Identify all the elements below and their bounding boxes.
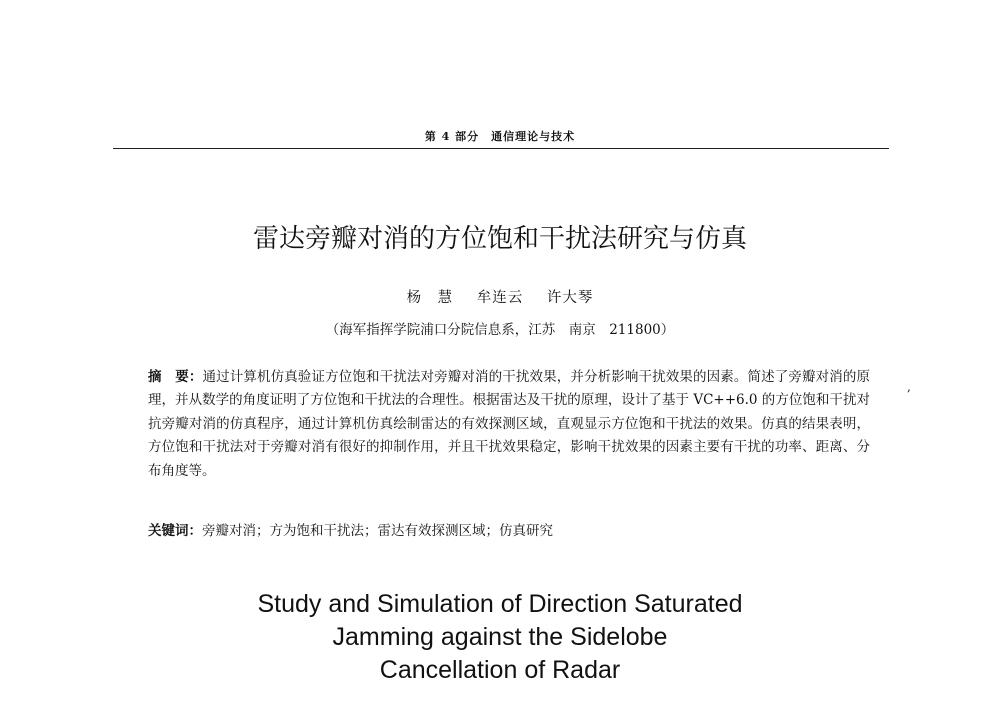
section-header: 第 4 部分 通信理论与技术 [424,130,576,143]
keywords-text: 旁瓣对消；方为饱和干扰法；雷达有效探测区域；仿真研究 [202,523,553,539]
scan-speck: , [907,380,911,394]
author-name: 杨 慧 [406,290,454,306]
header-rule [113,148,889,149]
abstract [148,366,870,483]
english-title-line: Study and Simulation of Direction Saturated [257,590,743,618]
author-name: 牟连云 [476,290,524,306]
abstract-text: 通过计算机仿真验证方位饱和干扰法对旁瓣对消的干扰效果，并分析影响干扰效果的因素。简述了旁瓣对消的原理，并从数学的角度证明了方位饱和干扰法的合理性。根据雷达及干扰的原理，设计了基于 VC++6.0 的方位饱和干扰对抗旁瓣对消的仿真程序，通过计算机仿真绘制雷达的有效探测区域，直观显示方位饱和干扰法的效果。仿真的结果表明，方位饱和干扰法对于旁瓣对消有很好的抑制作用，并且干扰效果稳定，影响干扰效果的因素主要有干扰的功率、距离、分布角度等。 [148,369,870,479]
keywords-label: 关键词： [148,523,202,539]
paper-title: 雷达旁瓣对消的方位饱和干扰法研究与仿真 [252,224,747,254]
affiliation: （海军指挥学院浦口分院信息系，江苏 南京 211800） [325,322,675,338]
english-title-line: Jamming against the Sidelobe [332,623,668,651]
keywords [148,520,870,543]
author-name: 许大琴 [546,290,594,306]
english-title-line: Cancellation of Radar [379,656,621,684]
english-title [0,588,1000,687]
abstract-label: 摘 要： [148,369,203,385]
author-list [0,286,1000,307]
running-header [0,128,1000,152]
